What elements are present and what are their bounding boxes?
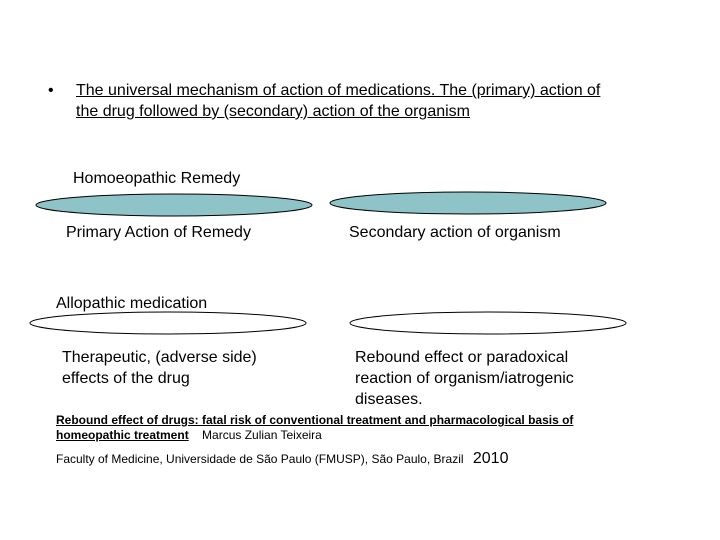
therapeutic-effects-label <box>62 347 257 389</box>
homoeopathic-secondary-oval <box>330 192 606 214</box>
rebound-line-2: reaction of organism/iatrogenic <box>355 370 574 387</box>
allopathic-medication-heading: Allopathic medication <box>56 295 208 312</box>
reference-affiliation: Faculty of Medicine, Universidade de São Paulo (FMUSP), São Paulo, Brazil <box>56 452 464 466</box>
reference-citation <box>56 413 696 443</box>
intro-line-1: The universal mechanism of action of medications. The (primary) action of <box>76 82 601 99</box>
homoeopathic-primary-oval <box>36 194 312 216</box>
rebound-effect-label <box>355 347 574 410</box>
reference-affiliation-row <box>56 451 508 467</box>
therapeutic-line-1: Therapeutic, (adverse side) <box>62 349 257 366</box>
primary-action-label: Primary Action of Remedy <box>66 224 251 241</box>
allopathic-primary-oval <box>30 312 306 334</box>
bullet-point: • <box>48 82 54 99</box>
allopathic-secondary-oval <box>350 312 626 334</box>
reference-author: Marcus Zulian Teixeira <box>202 428 322 442</box>
reference-title-line-2-row <box>56 428 696 443</box>
intro-line-2: the drug followed by (secondary) action of the organism <box>76 103 470 120</box>
reference-year: 2010 <box>472 450 509 467</box>
therapeutic-line-2: effects of the drug <box>62 370 190 387</box>
rebound-line-3: diseases. <box>355 391 423 408</box>
homoeopathic-remedy-heading: Homoeopathic Remedy <box>73 170 241 187</box>
reference-title-line-2: homeopathic treatment <box>56 428 189 442</box>
rebound-line-1: Rebound effect or paradoxical <box>355 349 569 366</box>
secondary-action-label: Secondary action of organism <box>349 224 561 241</box>
reference-title-line-1: Rebound effect of drugs: fatal risk of conventional treatment and pharmacological basis of <box>56 413 574 427</box>
